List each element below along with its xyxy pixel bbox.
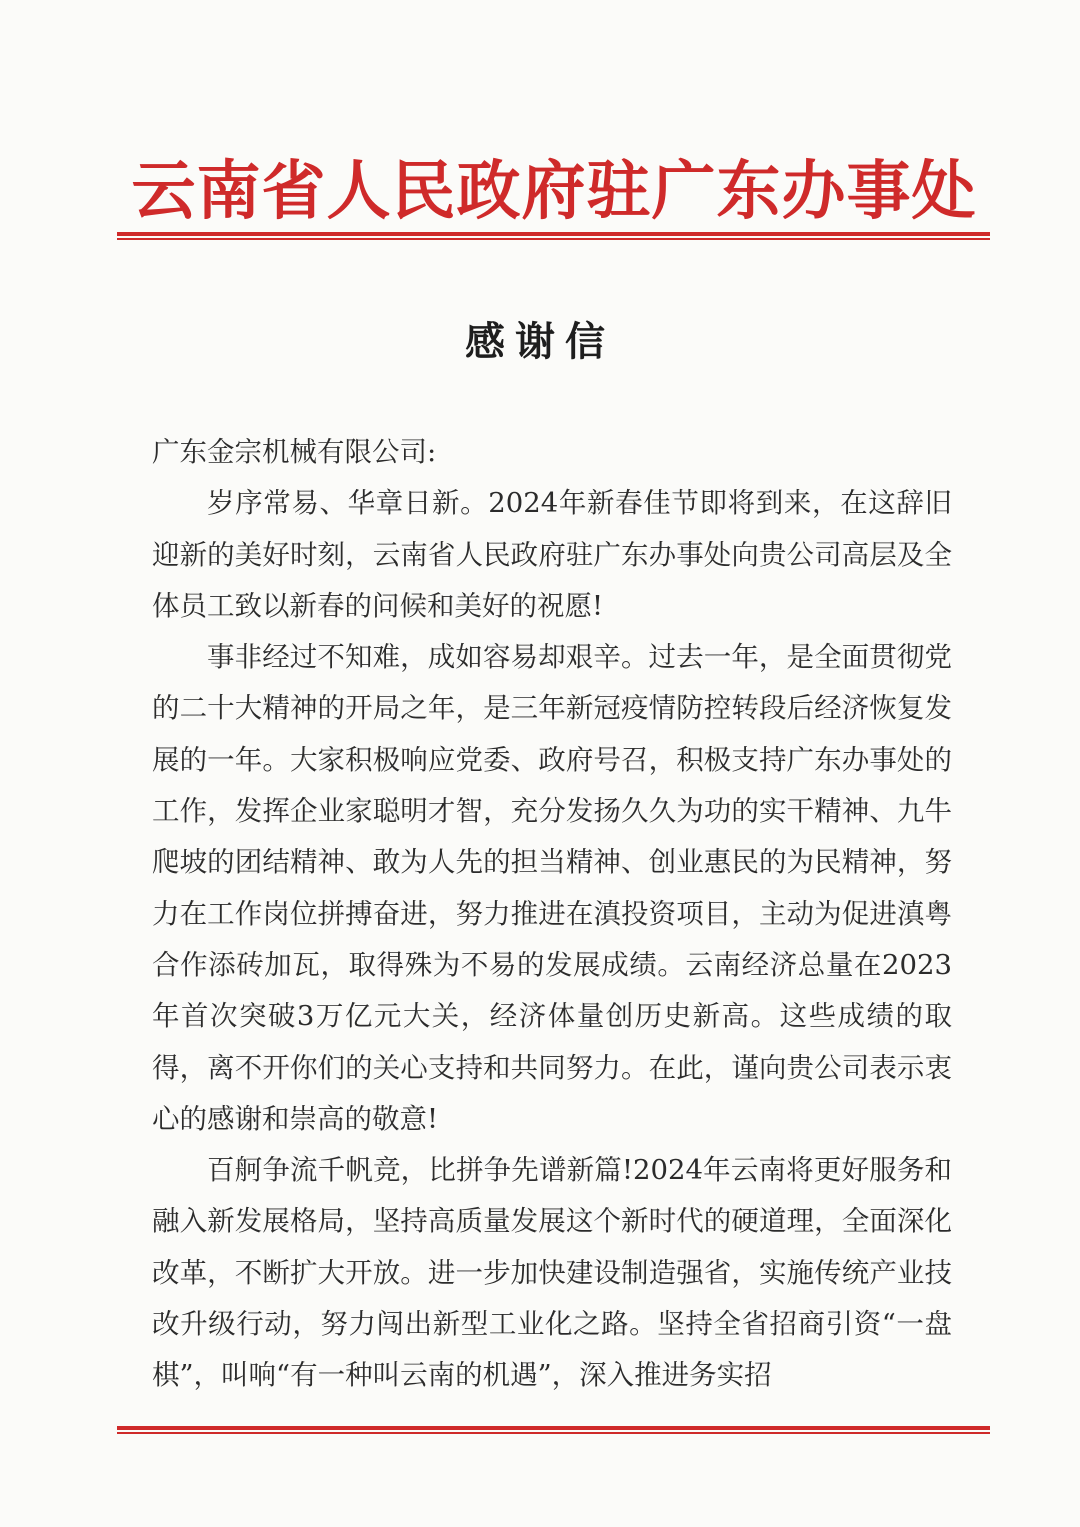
paragraph-greeting: 岁序常易、华章日新。2024年新春佳节即将到来，在这辞旧迎新的美好时刻，云南省人民政府驻广东办事处向贵公司高层及全体员工致以新春的问候和美好的祝愿! [152, 487, 952, 622]
letterhead-org-name: 云南省人民政府驻广东办事处 [131, 154, 977, 229]
document-title: 感谢信 [465, 318, 615, 365]
divider-thin-line [117, 238, 990, 240]
footer-divider-bottom [117, 1426, 990, 1436]
divider-thick-line [117, 1426, 990, 1430]
salutation: 广东金宗机械有限公司: [152, 436, 437, 468]
paragraph-review: 事非经过不知难，成如容易却艰辛。过去一年，是全面贯彻党的二十大精神的开局之年，是三年新冠疫情防控转段后经济恢复发展的一年。大家积极响应党委、政府号召，积极支持广东办事处的工作，发挥企业家聪明才智，充分发扬久久为功的实干精神、九牛爬坡的团结精神、敢为人先的担当精神、创业惠民的为民精神，努力在工作岗位拼搏奋进，努力推进在滇投资项目，主动为促进滇粤合作添砖加瓦，取得殊为不易的发展成绩。云南经济总量在2023年首次突破3万亿元大关，经济体量创历史新高。这些成绩的取得，离不开你们的关心支持和共同努力。在此，谨向贵公司表示衷心的感谢和崇高的敬意! [152, 641, 952, 1135]
divider-thin-line [117, 1432, 990, 1434]
letter-body [152, 427, 952, 1402]
paragraph-outlook: 百舸争流千帆竞，比拼争先谱新篇!2024年云南将更好服务和融入新发展格局，坚持高质量发展这个新时代的硬道理，全面深化改革，不断扩大开放。进一步加快建设制造强省，实施传统产业技改升级行动，努力闯出新型工业化之路。坚持全省招商引资“一盘棋”，叫响“有一种叫云南的机遇”，深入推进务实招 [152, 1154, 952, 1392]
letterhead-divider-top [117, 232, 990, 242]
divider-thick-line [117, 232, 990, 236]
